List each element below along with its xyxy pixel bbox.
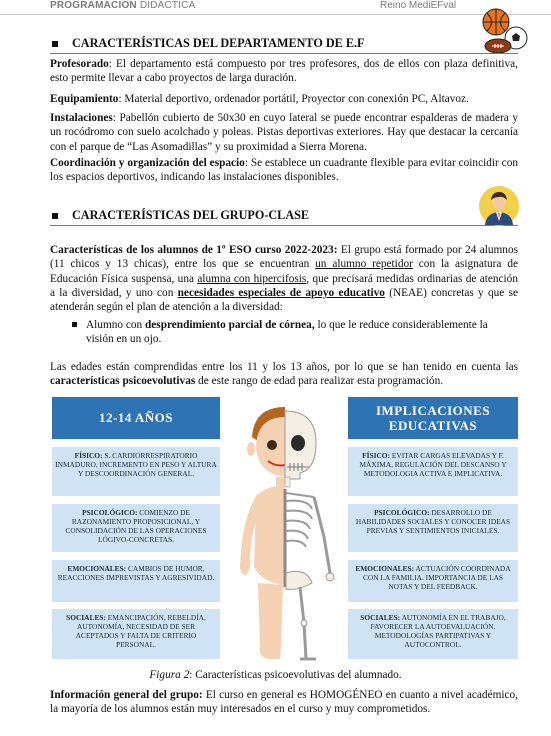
header-title-rest: DIDÁCTICA	[136, 0, 196, 11]
text-alumnos-4: (NEAE) concretas y que se atenderán según el plan de atención a la diversidad:	[50, 286, 518, 314]
box-label: FÍSICO:	[362, 451, 390, 460]
box-label: EMOCIONALES:	[355, 564, 415, 573]
bold-psicoevolutivas: características psicoevolutivas	[50, 375, 196, 388]
text-edades-1: Las edades están comprendidas entre los 11 y los 13 años, por lo que se han tenido en cuenta las	[50, 361, 518, 373]
box-text: COMIENZO DE RAZONAMIENTO PROPOSICIONAL, Y CONSOLIDACIÓN DE LAS OPERACIONES LÓGIVO-CONCRETAS.	[65, 508, 207, 544]
left-box-emocionales	[52, 560, 220, 602]
psicoevolutive-infographic	[50, 395, 520, 670]
box-text: EMANCIPACIÓN, REBELDÍA, AUTONOMÍA, NECESIDAD DE SER ACEPTADOS Y FALTA DE CRITERIO PERSONAL.	[75, 613, 206, 649]
left-column-title: 12-14 AÑOS	[52, 397, 220, 439]
paragraph-equipamiento	[50, 92, 518, 106]
text-instalaciones: : Pabellón cubierto de 50x30 en cuyo lateral se puede encontrar espalderas de madera y un rocódromo con suelo acolchado y poleas. Pistas deportivas exteriores. Hay que destacar la cercanía con el parque de “Las Asomadillas” y su proximidad a Sierra Morena.	[50, 112, 518, 153]
label-coordinacion: Coordinación y organización del espacio	[50, 157, 245, 169]
label-profesorado: Profesorado	[50, 58, 109, 70]
text-edades-2: de este rango de edad para realizar esta programación.	[195, 375, 444, 388]
bullet-square	[72, 322, 77, 327]
box-label: SOCIALES:	[360, 613, 401, 622]
right-box-fisico	[348, 447, 518, 496]
caption-text: : Características psicoevolutivas del alumnado.	[189, 669, 402, 681]
box-label: SOCIALES:	[66, 613, 106, 622]
paragraph-instalaciones	[50, 111, 518, 154]
text-alumnos-1: El grupo está formado por 24 alumnos (11 chicos y 13 chicas), entre los que se encuentran	[50, 244, 519, 271]
left-box-sociales	[52, 609, 220, 659]
underlined-repetidor: un alumno repetidor	[315, 258, 413, 271]
box-text: S. CARDIORRESPIRATORIO INMADURO, INCREMENTO EN PESO Y ALTURA Y DESCOORDINACIÓN GENERAL.	[55, 451, 217, 478]
bullet-bold: desprendimiento parcial de córnea,	[145, 319, 315, 331]
box-text: CAMBIOS DE HUMOR, REACCIONES IMPREVISTAS Y AGRESIVIDAD.	[57, 564, 215, 582]
paragraph-coordinacion	[50, 156, 518, 185]
right-column-title: IMPLICACIONES EDUCATIVAS	[348, 397, 518, 439]
text-alumnos-3: , que precisará medidas ordinarias de atención a la diversidad, y uno con	[50, 272, 518, 299]
header-title-bold: PROGRAMACIÓN	[50, 0, 137, 11]
left-box-psicologico	[52, 504, 220, 552]
box-label: PSICOLÓGICO:	[82, 508, 138, 517]
box-label: PSICOLÓGICO:	[374, 508, 430, 517]
underlined-neae: necesidades especiales de apoyo educativo	[177, 286, 385, 299]
section-title-text: CARACTERÍSTICAS DEL DEPARTAMENTO DE E.F	[72, 36, 365, 50]
box-text: AUTONOMÍA EN EL TRABAJO, FAVORECER LA AUTOEVALUACIÓN. METODOLOGÍAS PARTIPATIVAS Y AUTOCONTROL.	[370, 613, 506, 649]
bullet-item-cornea	[72, 318, 518, 347]
label-alumnos: Características de los alumnos de 1º ESO curso 2022-2023:	[50, 244, 338, 256]
header-left	[50, 0, 196, 11]
right-box-psicologico	[348, 504, 518, 552]
section-bullet	[52, 41, 58, 47]
paragraph-profesorado	[50, 57, 518, 86]
text-coordinacion: : Se establece un cuadrante flexible para evitar coincidir con los espacios deportivos, indicando las instalaciones disponibles.	[50, 157, 518, 184]
page-header	[0, 0, 551, 15]
student-avatar-icon	[478, 185, 520, 227]
label-equipamiento: Equipamiento	[50, 93, 119, 105]
box-text: DESARROLLO DE HABILIDADES SOCIALES Y CONOCER IDEAS PREVIAS Y SENTIMIENTOS INICIALES.	[355, 508, 511, 535]
child-anatomy-illustration	[228, 397, 342, 667]
right-box-emocionales	[348, 560, 518, 602]
text-info-general: El curso en general es HOMOGÉNEO en cuanto a nivel académico, la mayoría de los alumnos están muy interesados en el curso y muy comprometidos.	[50, 689, 518, 716]
paragraph-edades	[50, 360, 518, 389]
section-title-grupo-clase	[50, 208, 518, 226]
box-text: EVITAR CARGAS ELEVADAS Y F. MÁXIMA, REGULACIÓN DEL DESCANSO Y METODOLOGIA ACTIVA E IMPLICATIVA.	[359, 451, 507, 478]
section-title-text: CARACTERÍSTICAS DEL GRUPO-CLASE	[72, 208, 310, 222]
label-instalaciones: Instalaciones	[50, 112, 113, 124]
underlined-hipercifosis: alumna con hipercifosis	[197, 272, 307, 285]
bullet-text-2: lo que le reduce considerablemente la visión en un ojo.	[86, 319, 488, 346]
left-box-fisico	[52, 447, 220, 496]
caption-figure-label: Figura 2	[149, 669, 190, 681]
label-info-general: Información general del grupo:	[50, 689, 203, 701]
text-equipamiento: : Material deportivo, ordenador portátil, Proyector con conexión PC, Altavoz.	[118, 93, 469, 105]
box-label: EMOCIONALES:	[67, 564, 127, 573]
text-alumnos-2: con la asignatura de Educación Física suspensa, una	[50, 258, 518, 285]
paragraph-alumnos	[50, 243, 518, 314]
figure-caption	[0, 669, 551, 681]
right-box-sociales	[348, 609, 518, 659]
bullet-text-1: Alumno con	[86, 319, 145, 331]
box-label: FÍSICO:	[74, 451, 103, 460]
text-profesorado: : El departamento está compuesto por tres profesores, dos de ellos con plaza definitiva, esto permite llevar a cabo proyectos de larga duración.	[50, 58, 518, 85]
box-text: ACTUACIÓN COORDINADA CON LA FAMILIA. IMPORTANCIA DE LAS NOTAS Y DEL FEEDBACK.	[362, 564, 511, 591]
section-bullet	[52, 213, 58, 219]
header-right: Reino MediEFval	[380, 0, 457, 11]
section-title-departamento	[50, 36, 518, 54]
paragraph-info-general	[50, 688, 518, 717]
